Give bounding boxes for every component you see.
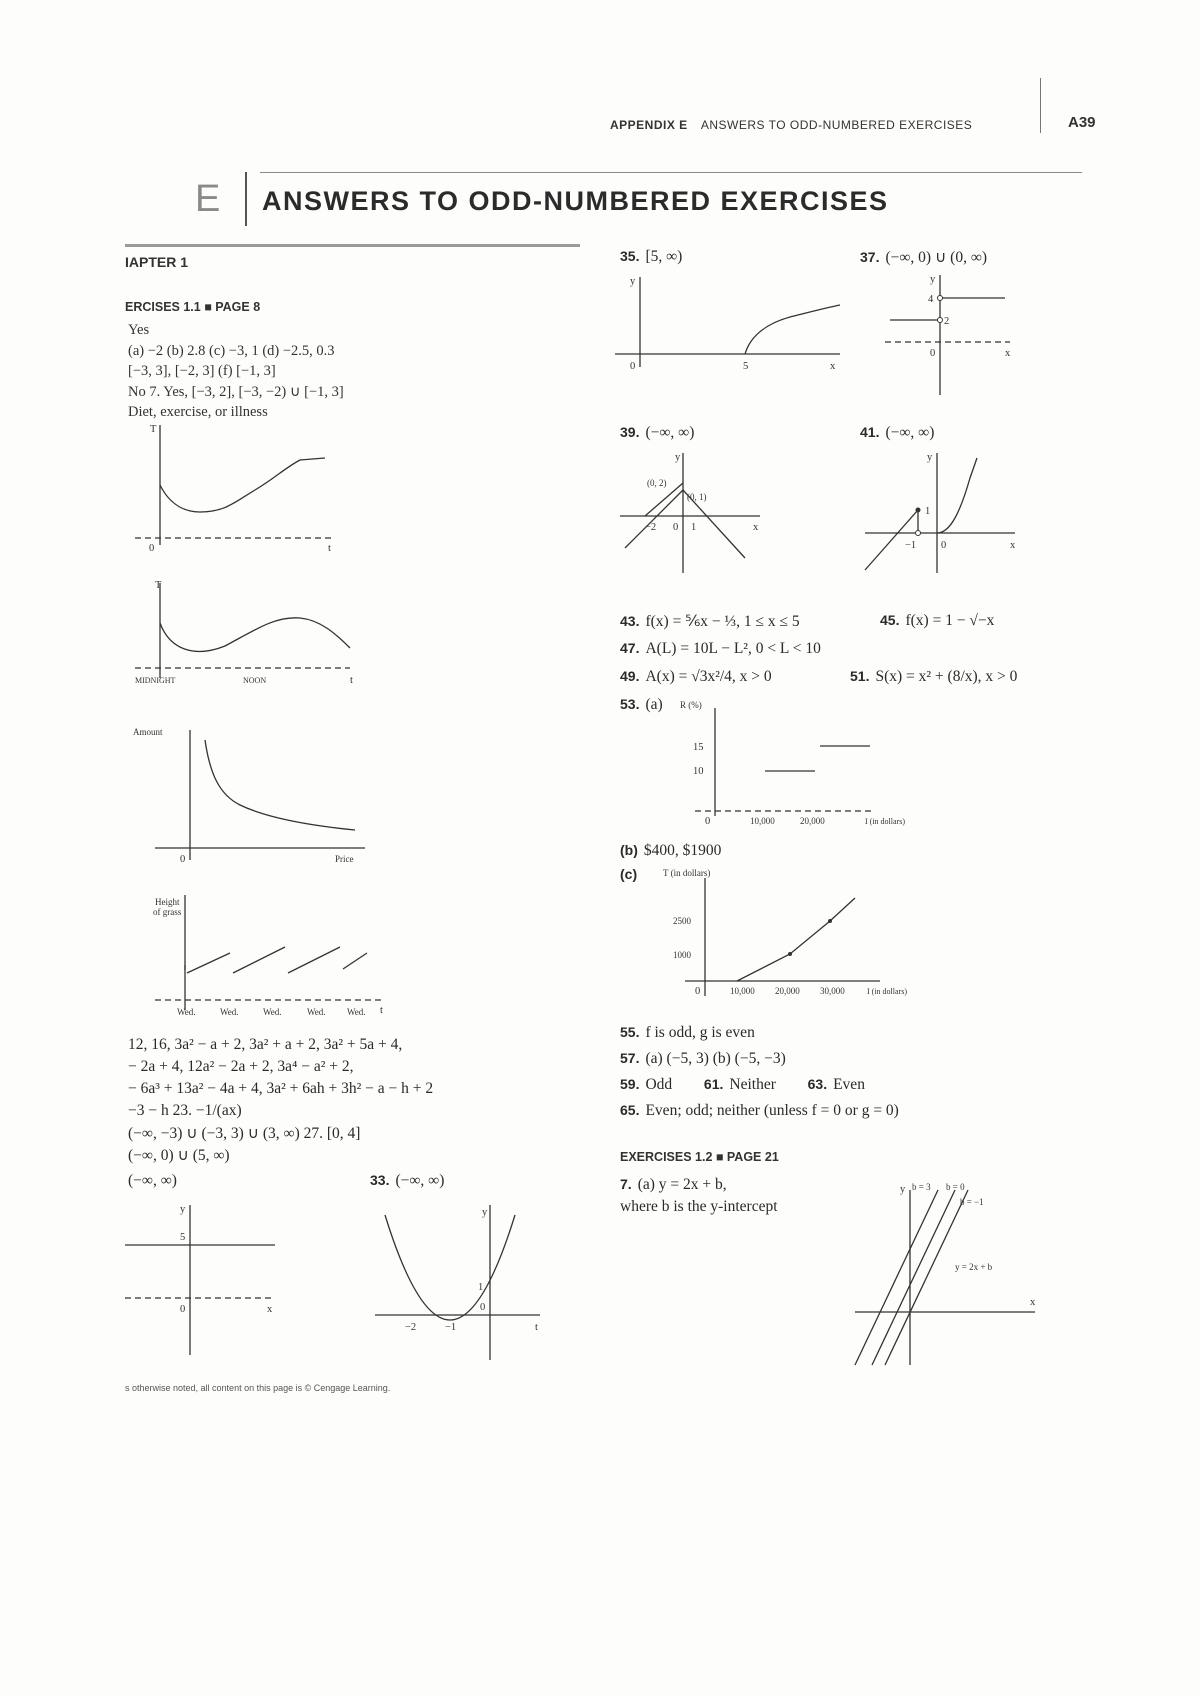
answer-text: A(x) = √3x²/4, x > 0 — [645, 668, 772, 685]
answer-31: (−∞, ∞) — [128, 1172, 177, 1189]
origin-label: 0 — [705, 816, 711, 827]
graph-parabola — [370, 1195, 550, 1365]
tick-four: 4 — [928, 294, 934, 305]
tick-one: 1 — [478, 1282, 484, 1293]
answer-text: f(x) = ⅚x − ⅓, 1 ≤ x ≤ 5 — [645, 613, 800, 630]
origin-label: 0 — [930, 348, 936, 359]
answer-text: Even; odd; neither (unless f = 0 or g = 0) — [645, 1102, 899, 1119]
origin-label: 0 — [180, 1304, 186, 1315]
axis-label-x: x — [1030, 1297, 1036, 1308]
graph-41 — [855, 448, 1025, 578]
answer-line: 12, 16, 3a² − a + 2, 3a² + a + 2, 3a² + 5a + 4, — [128, 1036, 403, 1053]
axis-label-x: t — [328, 543, 331, 554]
exercise-number: 53. — [620, 696, 640, 712]
answer-line: (−∞, −3) ∪ (−3, 3) ∪ (3, ∞) 27. [0, 4] — [128, 1125, 361, 1142]
tick-one: 1 — [691, 522, 697, 533]
origin-label: 0 — [630, 361, 636, 372]
title-divider — [245, 172, 247, 226]
axis-label-y: y — [900, 1184, 906, 1195]
tick-label: Wed. — [220, 1007, 239, 1017]
axis-label-y: Amount — [133, 727, 163, 737]
answer-text: (−∞, ∞) — [645, 424, 695, 441]
line-label-b3: b = 3 — [912, 1182, 931, 1192]
answer-line: − 2a + 4, 12a² − 2a + 2, 3a⁴ − a² + 2, — [128, 1058, 354, 1075]
tick-one: 1 — [925, 506, 931, 517]
axis-label-x: x — [1010, 540, 1016, 551]
axis-label-x: t — [535, 1322, 538, 1333]
answer-53a — [620, 696, 663, 714]
axis-label-y-line1: Height — [155, 897, 180, 907]
exercise-number: 39. — [620, 424, 640, 440]
exercise-number: 59. — [620, 1076, 640, 1092]
tick-15: 15 — [693, 742, 704, 753]
answer-text: [5, ∞) — [645, 248, 683, 265]
tick-label: Wed. — [263, 1007, 282, 1017]
graph-53a — [675, 696, 945, 826]
tick-10000: 10,000 — [750, 816, 775, 826]
answer-text: Even — [833, 1076, 865, 1093]
axis-label-y: y — [927, 452, 933, 463]
exercise-number: 49. — [620, 668, 640, 684]
tick-two: 2 — [944, 316, 950, 327]
answer-text: (a) (−5, 3) (b) (−5, −3) — [645, 1050, 786, 1067]
exercise-number: 35. — [620, 248, 640, 264]
answer-text: (−∞, ∞) — [395, 1172, 445, 1189]
answer-line: (a) −2 (b) 2.8 (c) −3, 1 (d) −2.5, 0.3 — [128, 343, 335, 359]
origin-label: 0 — [480, 1302, 486, 1313]
tick-five: 5 — [743, 361, 749, 372]
exercise-number: 55. — [620, 1024, 640, 1040]
answer-text: (a) — [645, 696, 663, 713]
answer-53b — [620, 842, 721, 860]
answer-line: − 6a³ + 13a² − 4a + 4, 3a² + 6ah + 3h² − a − h + 2 — [128, 1080, 434, 1097]
answer-49 — [620, 668, 772, 686]
tick-20000: 20,000 — [775, 986, 800, 996]
page-number: A39 — [1068, 114, 1096, 131]
footer-copyright: s otherwise noted, all content on this page is © Cengage Learning. — [125, 1383, 391, 1393]
part-label: (c) — [620, 866, 638, 882]
axis-label-y: y — [675, 452, 681, 463]
line-label-b0: b = 0 — [946, 1182, 965, 1192]
exercise-number: 7. — [620, 1176, 632, 1192]
page-title: ANSWERS TO ODD-NUMBERED EXERCISES — [262, 186, 889, 216]
axis-label-y-line2: of grass — [153, 907, 182, 917]
exercise-number: 47. — [620, 640, 640, 656]
part-label: (b) — [620, 842, 638, 858]
answer-line: [−3, 3], [−2, 3] (f) [−1, 3] — [128, 363, 276, 379]
axis-label-x: x — [830, 361, 836, 372]
tick-label: Wed. — [347, 1007, 366, 1017]
graph-temperature — [125, 420, 345, 554]
tick-noon: NOON — [243, 676, 267, 685]
answer-59-63 — [620, 1076, 865, 1094]
axis-label-x: x — [1005, 348, 1011, 359]
answer-45 — [880, 612, 994, 630]
answer-text: A(L) = 10L − L², 0 < L < 10 — [645, 640, 821, 657]
title-rule — [260, 172, 1082, 173]
exercise-number: 37. — [860, 249, 880, 265]
graph-amount-price — [125, 727, 375, 880]
tick-neg1: −1 — [905, 540, 917, 551]
answer-text: (a) y = 2x + b, — [637, 1176, 727, 1193]
tick-10: 10 — [693, 766, 704, 777]
origin-label: 0 — [149, 543, 155, 554]
answer-line: −3 − h 23. −1/(ax) — [128, 1102, 242, 1119]
axis-label-x: t — [380, 1005, 383, 1016]
answer-35 — [620, 248, 682, 266]
graph-37 — [880, 270, 1030, 400]
answer-53c — [620, 866, 643, 884]
tick-20000: 20,000 — [800, 816, 825, 826]
tick-neg2: −2 — [405, 1322, 417, 1333]
answer-line: (−∞, 0) ∪ (5, ∞) — [128, 1147, 230, 1164]
answer-text: Odd — [645, 1076, 673, 1093]
chapter-heading: IAPTER 1 — [125, 254, 189, 270]
axis-label-y: y — [482, 1207, 488, 1218]
running-title: ANSWERS TO ODD-NUMBERED EXERCISES — [700, 118, 973, 132]
answer-text: (−∞, ∞) — [885, 424, 935, 441]
answer-41 — [860, 424, 934, 442]
answer-text: S(x) = x² + (8/x), x > 0 — [875, 668, 1018, 685]
tick-label: Wed. — [177, 1007, 196, 1017]
section-heading-1-1: ERCISES 1.1 ■ PAGE 8 — [125, 300, 261, 314]
chapter-rule — [125, 244, 580, 247]
running-header — [610, 118, 972, 132]
answer-65 — [620, 1102, 899, 1120]
graph-7 — [850, 1170, 1040, 1370]
value-label: 5 — [180, 1232, 186, 1243]
tick-2500: 2500 — [673, 916, 691, 926]
section-heading-1-2: EXERCISES 1.2 ■ PAGE 21 — [620, 1150, 779, 1164]
tick-1000: 1000 — [673, 950, 691, 960]
graph-39 — [615, 448, 765, 578]
axis-label-y: T — [155, 580, 162, 591]
exercise-number: 43. — [620, 613, 640, 629]
point-label: (0, 2) — [647, 478, 667, 488]
axis-label-y: y — [630, 276, 636, 287]
exercise-number: 61. — [703, 1076, 724, 1092]
graph-midnight-noon — [125, 578, 365, 698]
answer-text: Neither — [729, 1076, 776, 1093]
equation-label: y = 2x + b — [955, 1262, 993, 1272]
exercise-number: 41. — [860, 424, 880, 440]
axis-label-x: I (in dollars) — [865, 817, 905, 826]
answer-57 — [620, 1050, 786, 1068]
origin-label: 0 — [941, 540, 947, 551]
answer-text: (−∞, 0) ∪ (0, ∞) — [885, 249, 988, 266]
graph-horizontal-line — [125, 1200, 285, 1360]
axis-label-y: T (in dollars) — [663, 868, 711, 878]
answer-line: Diet, exercise, or illness — [128, 404, 268, 420]
answer-33 — [370, 1172, 444, 1190]
answer-37 — [860, 248, 987, 267]
axis-label-x: I (in dollars) — [867, 987, 907, 996]
answer-line: Yes — [128, 322, 150, 338]
answer-43 — [620, 612, 800, 631]
answer-text: $400, $1900 — [643, 842, 722, 859]
tick-30000: 30,000 — [820, 986, 845, 996]
appendix-letter: E — [195, 178, 221, 220]
tick-midnight: MIDNIGHT — [135, 676, 176, 685]
axis-label-x: t — [350, 675, 353, 686]
point-label: (0, 1) — [687, 492, 707, 502]
line-label-bm1: b = −1 — [960, 1197, 984, 1207]
origin-label: 0 — [673, 522, 679, 533]
answer-line: No 7. Yes, [−3, 2], [−3, −2) ∪ [−1, 3] — [128, 384, 344, 400]
axis-label-y: y — [180, 1204, 186, 1215]
tick-neg2: −2 — [645, 522, 657, 533]
exercise-number: 33. — [370, 1172, 390, 1188]
answer-51 — [850, 668, 1017, 686]
origin-label: 0 — [180, 854, 186, 865]
answer-7-line2: where b is the y-intercept — [620, 1198, 778, 1215]
appendix-label: APPENDIX E — [610, 118, 688, 132]
exercise-number: 45. — [880, 612, 900, 628]
axis-label-x: x — [753, 522, 759, 533]
graph-35 — [615, 272, 845, 392]
axis-label-y: R (%) — [680, 700, 702, 710]
exercise-number: 65. — [620, 1102, 640, 1118]
graph-53c — [645, 866, 965, 1006]
axis-label-x: Price — [335, 854, 354, 864]
axis-label-y: y — [930, 274, 936, 285]
exercise-number: 51. — [850, 668, 870, 684]
header-divider — [1040, 78, 1041, 133]
axis-label-y: T — [150, 424, 157, 435]
answer-7-line1 — [620, 1176, 727, 1194]
answer-39 — [620, 424, 694, 442]
tick-neg1: −1 — [445, 1322, 457, 1333]
origin-label: 0 — [695, 986, 701, 997]
graph-grass-height — [125, 895, 395, 1025]
axis-label-x: x — [267, 1304, 273, 1315]
answer-55 — [620, 1024, 755, 1042]
exercise-number: 63. — [807, 1076, 828, 1092]
tick-10000: 10,000 — [730, 986, 755, 996]
answer-text: f is odd, g is even — [645, 1024, 755, 1041]
exercise-number: 57. — [620, 1050, 640, 1066]
answer-47 — [620, 640, 821, 658]
tick-label: Wed. — [307, 1007, 326, 1017]
answer-text: f(x) = 1 − √−x — [905, 612, 995, 629]
